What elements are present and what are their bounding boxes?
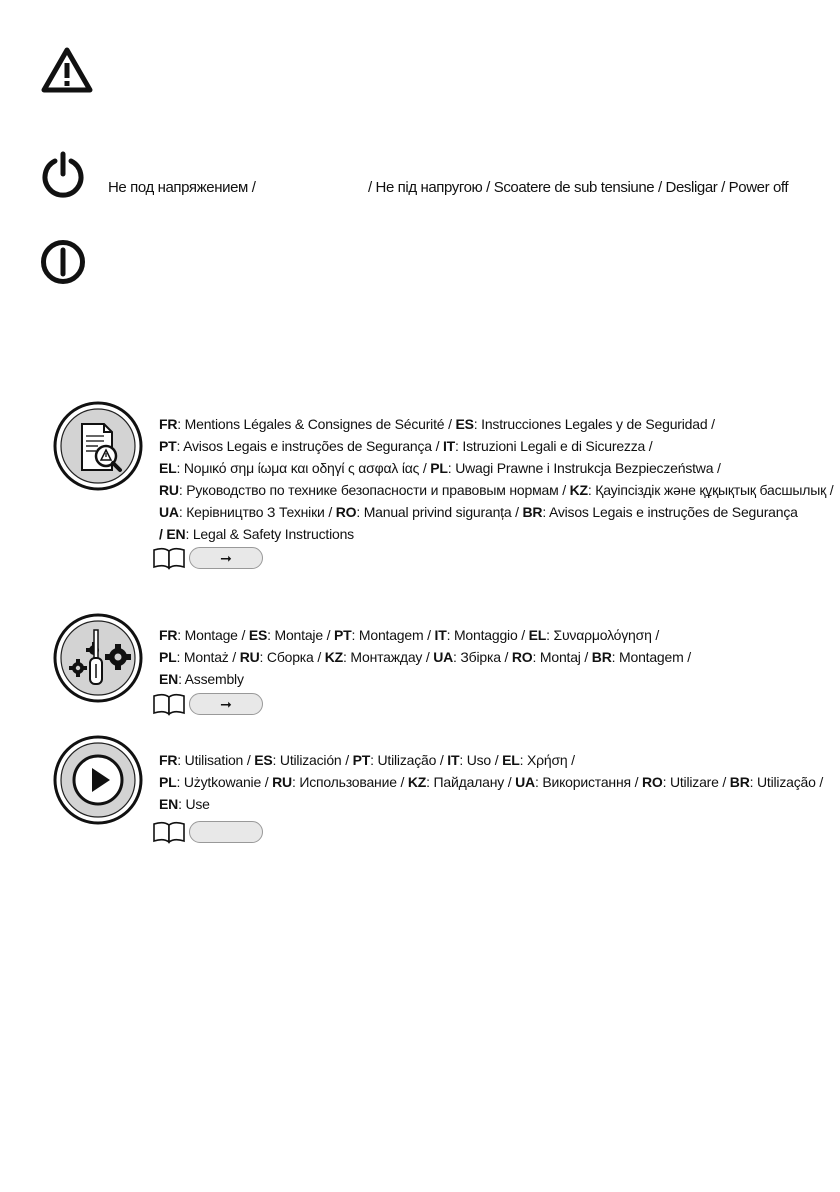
text-line: UA: Керівництво З Техніки / RO: Manual privind siguranța / BR: Avisos Legais e instruções de Segurança bbox=[159, 504, 798, 520]
use-text-block bbox=[159, 749, 823, 815]
text-line: EN: Assembly bbox=[159, 671, 244, 687]
warning-triangle-icon bbox=[40, 46, 94, 94]
page-reference-pill bbox=[189, 821, 263, 843]
open-book-icon bbox=[152, 546, 186, 570]
open-book-icon bbox=[152, 692, 186, 716]
manual-reference bbox=[152, 692, 263, 716]
text-line: RU: Руководство по технике безопасности и правовым нормам / KZ: Қауіпсіздік және құқықтық басшылық / bbox=[159, 482, 834, 498]
legal-document-warning-icon bbox=[52, 400, 144, 492]
text-line: FR: Montage / ES: Montaje / PT: Montagem / IT: Montaggio / EL: Συναρμολόγηση / bbox=[159, 627, 660, 643]
text-line: PL: Montaż / RU: Сборка / KZ: Монтаждау / UA: Збірка / RO: Montaj / BR: Montagem / bbox=[159, 649, 691, 665]
text-line: / EN: Legal & Safety Instructions bbox=[159, 526, 354, 542]
assembly-tools-gears-icon bbox=[52, 612, 144, 704]
manual-reference bbox=[152, 820, 263, 844]
text-line: PL: Użytkowanie / RU: Использование / KZ: Пайдалану / UA: Використання / RO: Utilizare / BR: Utilização / bbox=[159, 774, 824, 790]
text-line: PT: Avisos Legais e instruções de Segurança / IT: Istruzioni Legali e di Sicurezza / bbox=[159, 438, 653, 454]
power-off-text-multilang: / Не під напругою / Scoatere de sub tensiune / Desligar / Power off bbox=[368, 179, 789, 196]
page-reference-pill bbox=[189, 693, 263, 715]
power-on-icon bbox=[40, 239, 86, 285]
open-book-icon bbox=[152, 820, 186, 844]
text-line: FR: Mentions Légales & Consignes de Sécurité / ES: Instrucciones Legales y de Seguridad / bbox=[159, 416, 715, 432]
page-reference-pill bbox=[189, 547, 263, 569]
arrow-right-icon: ➞ bbox=[220, 550, 232, 566]
legal-text-block bbox=[159, 413, 833, 545]
text-line: EL: Νομικό σημ ίωμα και οδηγί ς ασφαλ ίας / PL: Uwagi Prawne i Instrukcja Bezpieczeństwa / bbox=[159, 460, 721, 476]
arrow-right-icon: ➞ bbox=[220, 696, 232, 712]
manual-reference bbox=[152, 546, 263, 570]
text-line: FR: Utilisation / ES: Utilización / PT: Utilização / IT: Uso / EL: Χρήση / bbox=[159, 752, 575, 768]
text-line: EN: Use bbox=[159, 796, 210, 812]
assembly-text-block bbox=[159, 624, 691, 690]
power-off-icon bbox=[40, 150, 86, 198]
power-off-text-ru: Не под напряжением / bbox=[108, 179, 256, 196]
play-use-icon bbox=[52, 734, 144, 826]
